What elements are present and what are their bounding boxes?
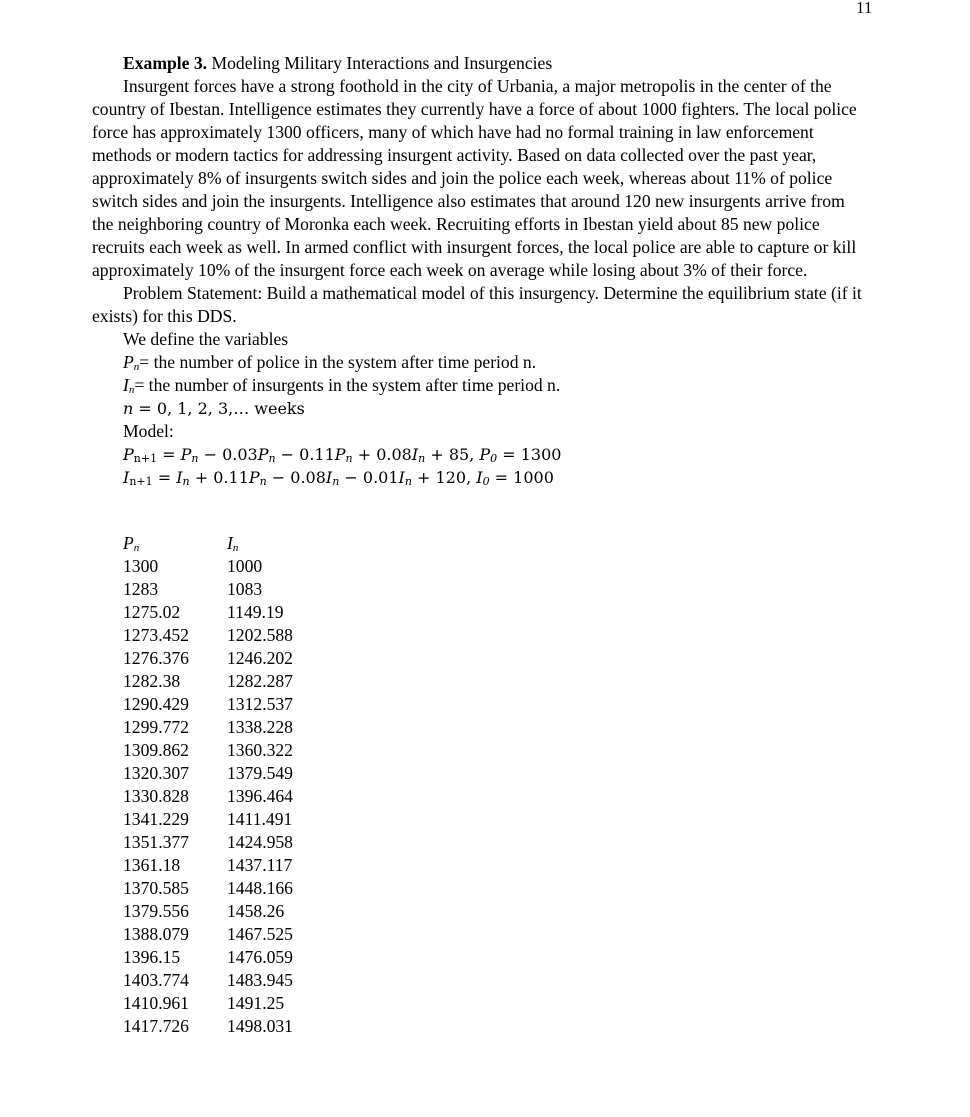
- eq1-lhs: P: [123, 445, 134, 464]
- example-title: Modeling Military Interactions and Insurgencies: [211, 53, 553, 73]
- police-value: 1320.307: [123, 763, 189, 783]
- header-insurgents-sub: n: [232, 542, 239, 554]
- eq1-term: − 0.11: [275, 445, 335, 464]
- police-value: 1299.772: [123, 717, 189, 737]
- police-value: 1341.229: [123, 809, 189, 829]
- eq2-term: = 1000: [489, 468, 554, 487]
- insurgent-value: 1149.19: [227, 602, 284, 622]
- scenario-paragraph: Insurgent forces have a strong foothold in the city of Urbania, a major metropolis in the center of the country of Ibestan. Intelligence estimates they currently have a force of about 1000 fighters. The local police force has approximately 1300 officers, many of which have had no formal training in law enforcement methods or modern tactics for addressing insurgent activity. Based on data collected over the past year, approximately 8% of insurgents switch sides and join the police each week, whereas about 11% of police switch sides and join the insurgents. Intelligence also estimates that around 120 new insurgents arrive from the neighboring country of Moronka each week. Recruiting efforts in Ibestan yield about 85 new police recruits each week as well. In armed conflict with insurgent forces, the local police are able to capture or kill approximately 10% of the insurgent force each week on average while losing about 3% of their force.: [92, 76, 857, 280]
- eq1-term: − 0.03: [198, 445, 258, 464]
- eq2-variable: I: [476, 468, 483, 487]
- police-value: 1300: [123, 556, 159, 576]
- table-body: [123, 555, 347, 1038]
- page-number: 11: [856, 0, 873, 17]
- insurgent-value: 1360.322: [227, 740, 293, 760]
- police-value: 1330.828: [123, 786, 189, 806]
- insurgent-symbol: I: [123, 375, 129, 395]
- eq1-lhs-sub: n+1: [133, 452, 158, 465]
- table-row: [123, 555, 347, 578]
- insurgent-equation: [92, 466, 862, 489]
- n-symbol: n: [123, 399, 134, 418]
- eq2-variable-sub: 0: [482, 475, 490, 488]
- document-body: [92, 52, 862, 489]
- table-header: [123, 532, 347, 555]
- police-value: 1273.452: [123, 625, 189, 645]
- police-value: 1370.585: [123, 878, 189, 898]
- insurgent-value: 1083: [227, 579, 263, 599]
- insurgent-definition-text: = the number of insurgents in the system after time period n.: [134, 375, 561, 395]
- table-row: [123, 693, 347, 716]
- eq2-term: + 0.11: [189, 468, 249, 487]
- table-row: [123, 1015, 347, 1038]
- insurgent-value: 1483.945: [227, 970, 293, 990]
- eq2-variable-sub: n: [332, 475, 340, 488]
- eq1-term: + 85,: [425, 445, 480, 464]
- table-row: [123, 808, 347, 831]
- police-value: 1351.377: [123, 832, 189, 852]
- insurgent-value: 1338.228: [227, 717, 293, 737]
- insurgent-value: 1411.491: [227, 809, 293, 829]
- table-row: [123, 877, 347, 900]
- iteration-table: [123, 532, 347, 1038]
- eq2-variable-sub: n: [404, 475, 412, 488]
- header-police-symbol: P: [123, 533, 134, 553]
- define-variables-line: We define the variables: [123, 329, 289, 349]
- eq1-variable: P: [334, 445, 346, 464]
- police-symbol-sub: n: [133, 361, 140, 373]
- police-value: 1403.774: [123, 970, 189, 990]
- eq1-rhs: [157, 445, 561, 464]
- police-value: 1396.15: [123, 947, 181, 967]
- police-value: 1275.02: [123, 602, 181, 622]
- insurgent-value: 1396.464: [227, 786, 293, 806]
- insurgent-value: 1282.287: [227, 671, 293, 691]
- eq1-variable: I: [411, 445, 419, 464]
- police-value: 1290.429: [123, 694, 189, 714]
- eq2-term: =: [152, 468, 177, 487]
- insurgent-value: 1379.549: [227, 763, 293, 783]
- insurgent-value: 1491.25: [227, 993, 285, 1013]
- table-row: [123, 900, 347, 923]
- example-label: Example 3.: [123, 53, 208, 73]
- problem-statement: Problem Statement: Build a mathematical model of this insurgency. Determine the equilibrium state (if it exists) for this DDS.: [92, 283, 862, 326]
- eq1-variable: P: [257, 445, 269, 464]
- insurgent-value: 1458.26: [227, 901, 285, 921]
- table-row: [123, 831, 347, 854]
- eq2-term: + 120,: [411, 468, 477, 487]
- police-definition-text: = the number of police in the system after time period n.: [139, 352, 537, 372]
- eq1-variable-sub: n: [268, 452, 276, 465]
- eq2-term: − 0.08: [266, 468, 326, 487]
- table-row: [123, 716, 347, 739]
- table-row: [123, 670, 347, 693]
- table-row: [123, 647, 347, 670]
- police-value: 1379.556: [123, 901, 189, 921]
- table-row: [123, 946, 347, 969]
- police-value: 1282.38: [123, 671, 181, 691]
- police-symbol: P: [123, 352, 134, 372]
- n-values: = 0, 1, 2, 3,… weeks: [133, 399, 305, 418]
- table-row: [123, 578, 347, 601]
- table-row: [123, 969, 347, 992]
- insurgent-value: 1448.166: [227, 878, 293, 898]
- time-index-definition: [92, 397, 862, 420]
- table-row: [123, 785, 347, 808]
- eq2-rhs: [153, 468, 554, 487]
- eq2-variable-sub: n: [259, 475, 267, 488]
- table-row: [123, 739, 347, 762]
- example-heading: [92, 52, 862, 75]
- insurgent-value: 1498.031: [227, 1016, 293, 1036]
- model-label: Model:: [123, 421, 174, 441]
- eq2-lhs-sub: n+1: [129, 475, 153, 488]
- table-row: [123, 854, 347, 877]
- table-row: [123, 601, 347, 624]
- police-equation: [92, 443, 862, 466]
- table-row: [123, 923, 347, 946]
- table-row: [123, 624, 347, 647]
- police-variable-definition: [92, 351, 862, 374]
- header-police-sub: n: [133, 542, 140, 554]
- eq2-variable: P: [248, 468, 260, 487]
- insurgent-value: 1246.202: [227, 648, 293, 668]
- eq1-term: = 1300: [497, 445, 562, 464]
- eq2-variable: I: [176, 468, 183, 487]
- insurgent-symbol-sub: n: [128, 384, 135, 396]
- insurgent-value: 1424.958: [227, 832, 293, 852]
- insurgent-value: 1312.537: [227, 694, 293, 714]
- table-row: [123, 762, 347, 785]
- eq2-variable-sub: n: [182, 475, 190, 488]
- insurgent-value: 1467.525: [227, 924, 293, 944]
- eq2-lhs: I: [123, 468, 130, 487]
- insurgent-value: 1476.059: [227, 947, 293, 967]
- eq2-variable: I: [325, 468, 333, 487]
- eq1-variable-sub: n: [418, 452, 426, 465]
- eq1-term: =: [157, 445, 181, 464]
- eq2-term: − 0.01: [339, 468, 399, 487]
- insurgent-variable-definition: [92, 374, 862, 397]
- eq1-variable: P: [479, 445, 491, 464]
- header-insurgents: [227, 532, 347, 555]
- header-insurgents-symbol: I: [227, 533, 233, 553]
- police-value: 1283: [123, 579, 159, 599]
- eq1-variable: P: [180, 445, 192, 464]
- table-row: [123, 992, 347, 1015]
- header-police: [123, 532, 227, 555]
- police-value: 1410.961: [123, 993, 189, 1013]
- police-value: 1361.18: [123, 855, 181, 875]
- insurgent-value: 1202.588: [227, 625, 293, 645]
- police-value: 1276.376: [123, 648, 189, 668]
- eq1-variable-sub: 0: [490, 452, 498, 465]
- insurgent-value: 1437.117: [227, 855, 293, 875]
- eq2-variable: I: [398, 468, 405, 487]
- eq1-variable-sub: n: [345, 452, 353, 465]
- eq1-variable-sub: n: [191, 452, 199, 465]
- police-value: 1388.079: [123, 924, 189, 944]
- police-value: 1309.862: [123, 740, 189, 760]
- insurgent-value: 1000: [227, 556, 263, 576]
- eq1-term: + 0.08: [352, 445, 412, 464]
- police-value: 1417.726: [123, 1016, 189, 1036]
